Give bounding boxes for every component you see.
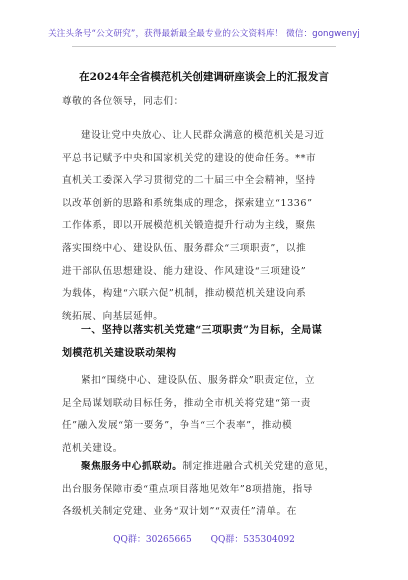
salutation-line: 尊敬的各位领导，同志们： — [62, 96, 184, 107]
header-promo-note: 关注头条号“公文研究”，获得最新最全最专业的公文资料库！ 微信：gongwenyj — [48, 29, 360, 39]
paragraph-lead-phrase: 聚焦服务中心抓联动。 — [81, 461, 183, 472]
footer-qq-group-1: QQ群：30265665 — [113, 535, 192, 545]
paragraph-line: 统拓展、向基层延伸。 — [62, 310, 164, 322]
document-title: 在2024年全省模范机关创建调研座谈会上的汇报发言 — [79, 71, 329, 83]
paragraph-line: 任”融入发展“第一要务”，争当“三个表率”，推动模 — [62, 420, 293, 432]
salutation — [62, 91, 348, 114]
paragraph-line: 工作体系，即以开展模范机关锻造提升行动为主线，聚焦 — [62, 220, 316, 232]
paragraph-line-lead — [62, 456, 348, 479]
paragraph-lead-rest: 制定推进融合式机关党建的意见， — [182, 461, 335, 472]
paragraph-line: 范机关建设。 — [62, 442, 123, 454]
paragraph-line: 落实围绕中心、建设队伍、服务群众“三项职责”，以推 — [62, 242, 307, 254]
paragraph-intro — [62, 125, 348, 328]
paragraph-line: 出台服务保障市委“重点项目落地见效年”8项措施，指导 — [62, 483, 313, 495]
paragraph-line: 建设让党中央放心、让人民群众满意的模范机关是习近 — [81, 130, 325, 141]
footer-qq-groups — [0, 532, 408, 545]
paragraph-line: 为载体，构建“六联六促”机制，推动模范机关建设向系 — [62, 288, 307, 300]
footer-qq-group-2: QQ群：535304092 — [210, 535, 295, 545]
paragraph-line: 直机关工委深入学习贯彻党的二十届三中全会精神，坚持 — [62, 175, 316, 187]
paragraph-service-linkage — [62, 456, 348, 524]
paragraph-line: 足全局谋划联动目标任务，推动全市机关将党建“第一责 — [62, 397, 311, 409]
heading-line: 一、坚持以落实机关党建“三项职责”为目标，全局谋 — [81, 325, 323, 336]
section-heading-1 — [62, 319, 352, 365]
paragraph-line: 进干部队伍思想建设、能力建设、作风建设“三项建设” — [62, 265, 307, 277]
paragraph-line: 紧扣“围绕中心、建设队伍、服务群众”职责定位，立 — [81, 375, 316, 386]
paragraph-line: 各级机关制定党建、业务“双计划”“双责任”清单。在 — [62, 506, 297, 518]
paragraph-line: 平总书记赋予中央和国家机关党的建设的使命任务。**市 — [62, 152, 317, 164]
paragraph-section1 — [62, 370, 348, 460]
heading-line: 划模范机关建设联动架构 — [62, 348, 177, 359]
paragraph-line: 以改革创新的思路和系统集成的理念，探索建立“1336” — [62, 197, 313, 209]
header-divider — [72, 46, 336, 47]
